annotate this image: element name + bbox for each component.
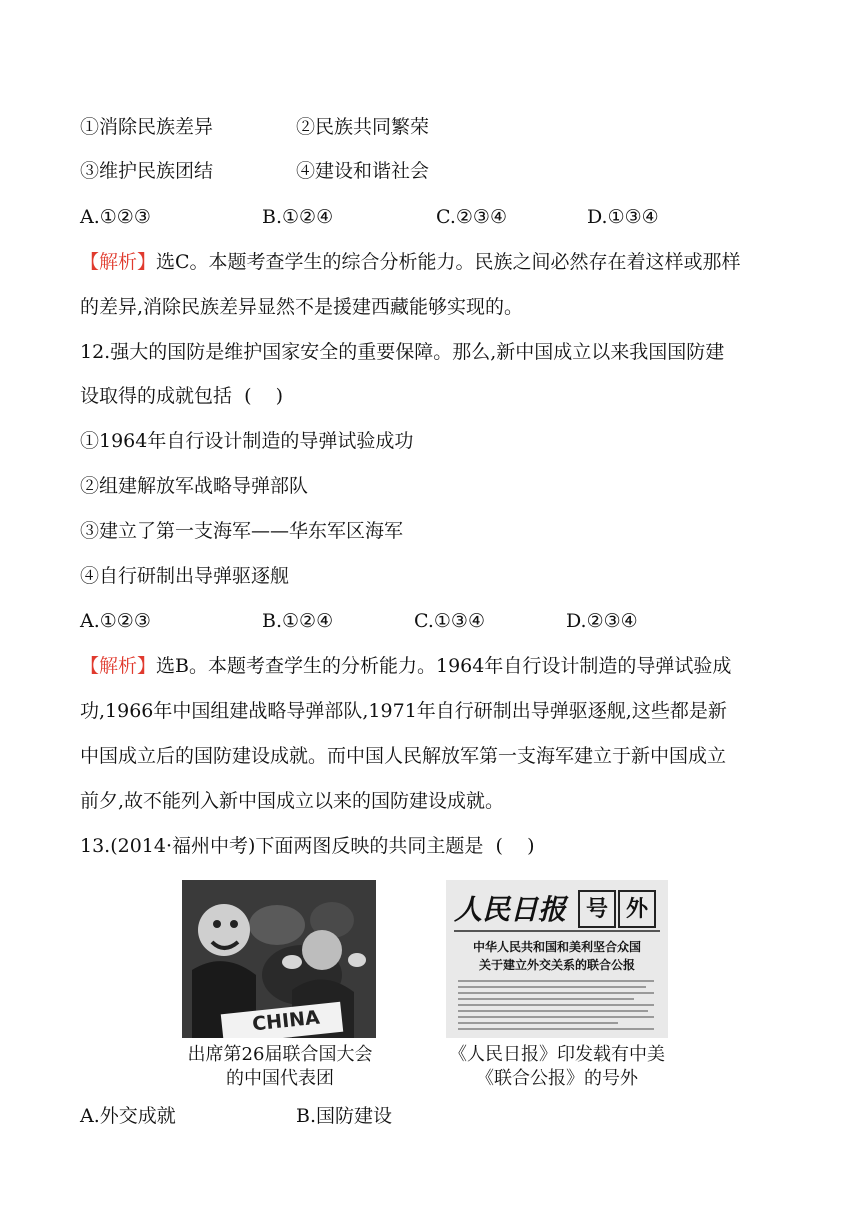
q11-option-a: A.①②③ (80, 206, 151, 228)
q12-stem-line-2: 设取得的成就包括 ( ) (80, 385, 284, 407)
q11-analysis-line-2: 的差异,消除民族差异显然不是援建西藏能够实现的。 (80, 296, 524, 318)
q12-item-4: ④自行研制出导弹驱逐舰 (80, 565, 290, 587)
q11-item-2: ②民族共同繁荣 (296, 116, 430, 138)
q13-option-a: A.外交成就 (80, 1105, 176, 1127)
q12-item-3: ③建立了第一支海军——华东军区海军 (80, 520, 404, 542)
q12-option-b: B.①②④ (262, 610, 334, 632)
newspaper-headline-1: 中华人民共和国和美利坚合众国 (472, 940, 641, 954)
analysis-tag: 【解析】 (80, 251, 157, 273)
analysis-tag: 【解析】 (80, 655, 157, 677)
newspaper-box-2: 外 (618, 890, 656, 928)
newspaper-headline-2: 关于建立外交关系的联合公报 (478, 958, 635, 972)
news-caption-line-2: 《联合公报》的号外 (476, 1068, 638, 1089)
news-caption-line-1: 《人民日报》印发载有中美 (449, 1044, 665, 1065)
photo-caption-line-1: 出席第26届联合国大会 (187, 1044, 373, 1065)
q11-item-3: ③维护民族团结 (80, 160, 214, 182)
q13-option-b: B.国防建设 (296, 1105, 393, 1127)
photo-caption-line-2: 的中国代表团 (226, 1068, 334, 1089)
q11-option-b: B.①②④ (262, 206, 334, 228)
q12-option-c: C.①③④ (414, 610, 485, 632)
q12-analysis-line-4: 前夕,故不能列入新中国成立以来的国防建设成就。 (80, 790, 505, 812)
newspaper-body-text-lines (446, 880, 668, 1038)
q12-item-2: ②组建解放军战略导弹部队 (80, 475, 309, 497)
q11-analysis-text: 选C。本题考查学生的综合分析能力。民族之间必然存在着这样或那样 (156, 251, 741, 273)
q12-stem-line-1: 12.强大的国防是维护国家安全的重要保障。那么,新中国成立以来我国国防建 (80, 341, 725, 363)
q12-option-d: D.②③④ (566, 610, 638, 632)
newspaper-masthead: 人民日报 (454, 893, 567, 926)
q11-item-1: ①消除民族差异 (80, 116, 214, 138)
q12-option-a: A.①②③ (80, 610, 151, 632)
newspaper-box-1: 号 (578, 890, 616, 928)
q12-analysis-line-2: 功,1966年中国组建战略导弹部队,1971年自行研制出导弹驱逐舰,这些都是新 (80, 700, 727, 722)
q11-analysis-line-1 (80, 250, 741, 274)
q11-option-d: D.①③④ (587, 206, 659, 228)
q11-option-c: C.②③④ (436, 206, 507, 228)
un-delegation-photo (182, 880, 376, 1038)
q11-item-4: ④建设和谐社会 (296, 160, 430, 182)
china-sign-text: CHINA (251, 1006, 321, 1036)
q13-stem: 13.(2014·福州中考)下面两图反映的共同主题是 ( ) (80, 835, 535, 857)
q12-analysis-text: 选B。本题考查学生的分析能力。1964年自行设计制造的导弹试验成 (156, 655, 732, 677)
q12-analysis-line-1 (80, 654, 731, 678)
q12-item-1: ①1964年自行设计制造的导弹试验成功 (80, 430, 414, 452)
peoples-daily-extra-image (446, 880, 668, 1038)
q12-analysis-line-3: 中国成立后的国防建设成就。而中国人民解放军第一支海军建立于新中国成立 (80, 745, 727, 767)
